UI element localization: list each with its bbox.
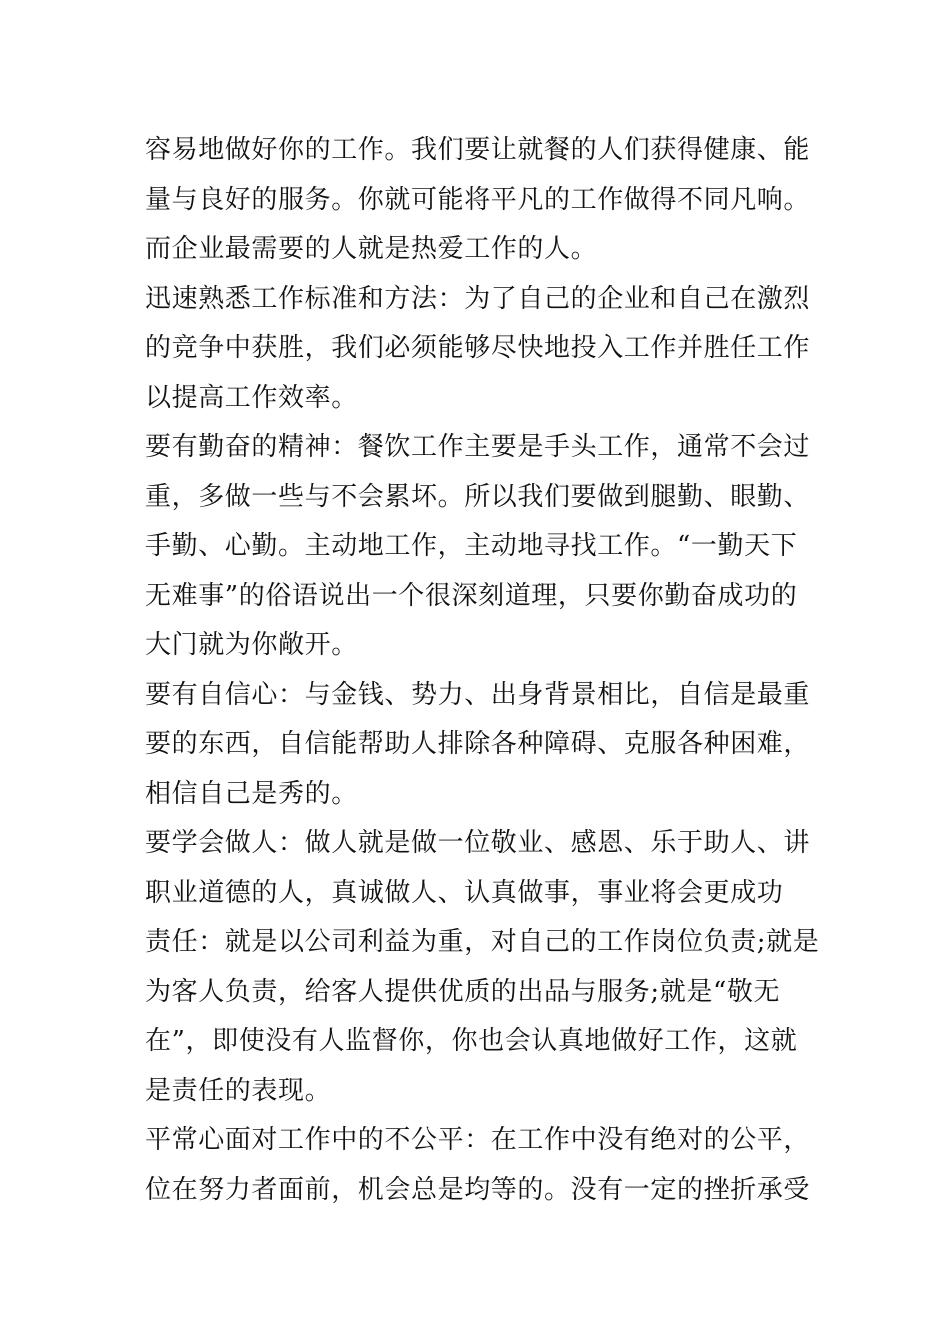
text-line: 要学会做人：做人就是做一位敬业、感恩、乐于助人、讲 — [145, 828, 811, 858]
text-line: 要有自信心：与金钱、势力、出身背景相比，自信是最重 — [145, 679, 811, 710]
text-line: 大门就为你敞开。 — [145, 630, 358, 660]
text-line: 迅速熟悉工作标准和方法：为了自己的企业和自己在激烈 — [145, 283, 811, 314]
text-line: 平常心面对工作中的不公平：在工作中没有绝对的公平， — [145, 1125, 811, 1155]
text-line: 责任：就是以公司利益为重，对自己的工作岗位负责;就是 — [145, 927, 820, 957]
text-line: 而企业最需要的人就是热爱工作的人。 — [145, 234, 598, 264]
text-line: 以提高工作效率。 — [145, 382, 358, 413]
text-line: 相信自己是秀的。 — [145, 778, 358, 809]
text-line: 在”，即使没有人监督你，你也会认真地做好工作，这就 — [145, 1026, 798, 1056]
text-line: 容易地做好你的工作。我们要让就餐的人们获得健康、能 — [145, 135, 811, 165]
text-line: 要的东西，自信能帮助人排除各种障碍、克服各种困难， — [145, 729, 811, 759]
text-line: 位在努力者面前，机会总是均等的。没有一定的挫折承受 — [145, 1174, 811, 1205]
text-line: 重，多做一些与不会累坏。所以我们要做到腿勤、眼勤、 — [145, 481, 811, 512]
text-line: 手勤、心勤。主动地工作，主动地寻找工作。“一勤天下 — [145, 531, 798, 561]
text-line: 职业道德的人，真诚做人、认真做事，事业将会更成功 — [145, 877, 784, 908]
text-line: 为客人负责，给客人提供优质的出品与服务;就是“敬无 — [145, 976, 781, 1007]
text-line: 要有勤奋的精神：餐饮工作主要是手头工作，通常不会过 — [145, 432, 811, 462]
text-line: 是责任的表现。 — [145, 1075, 332, 1106]
text-line: 量与良好的服务。你就可能将平凡的工作做得不同凡响。 — [145, 184, 811, 215]
body-text — [145, 126, 820, 1215]
text-line: 无难事”的俗语说出一个很深刻道理，只要你勤奋成功的 — [145, 580, 798, 611]
text-line: 的竞争中获胜，我们必须能够尽快地投入工作并胜任工作 — [145, 333, 811, 363]
